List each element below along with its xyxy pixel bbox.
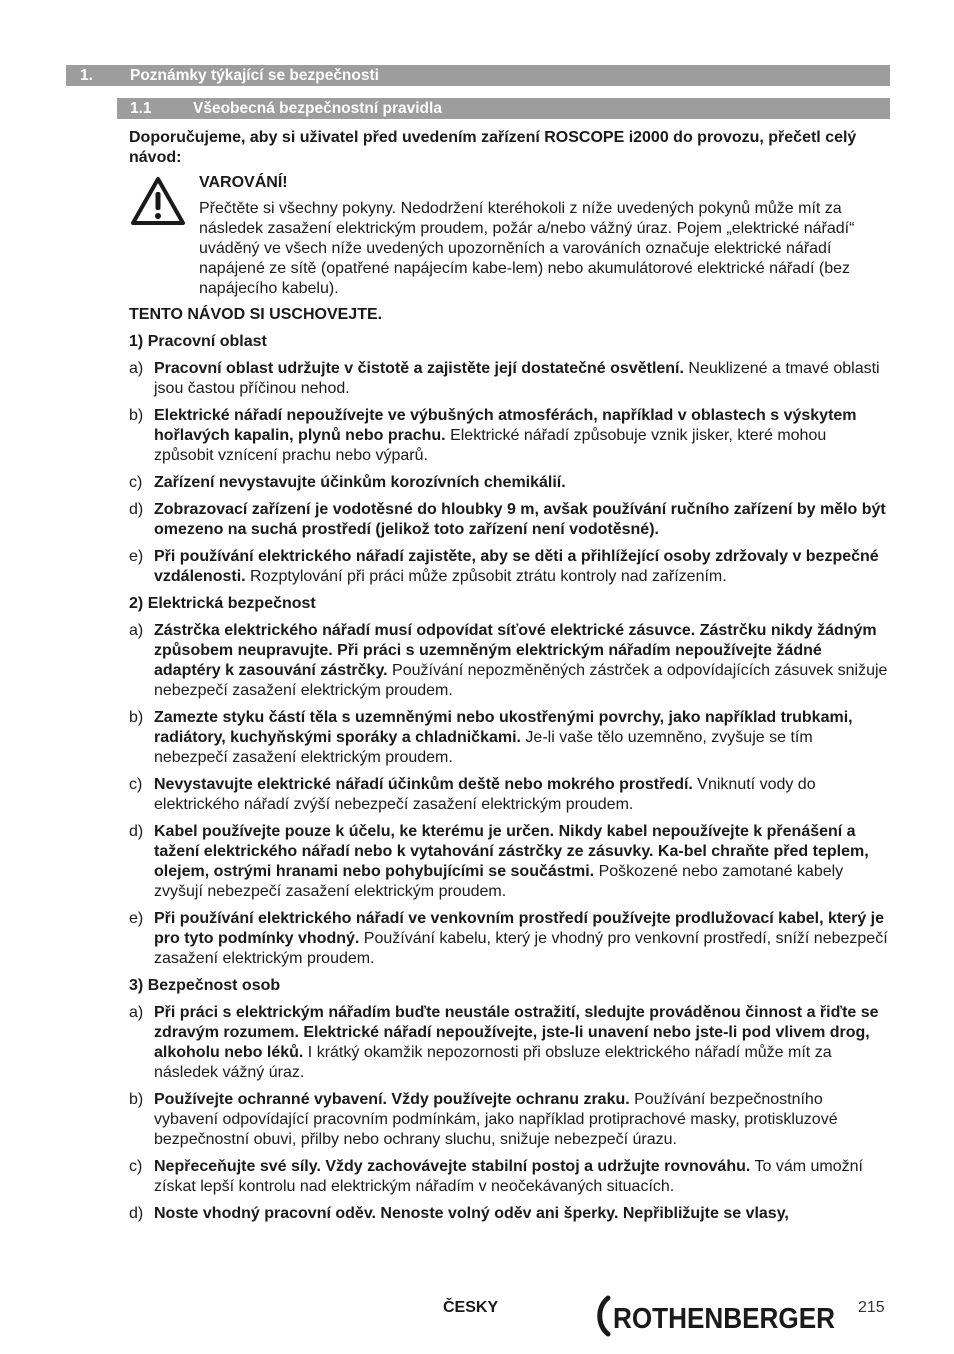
list-item	[129, 547, 889, 587]
list-item-bold-text: Pracovní oblast udržujte v čistotě a zajistěte její dostatečné osvětlení.	[154, 360, 684, 377]
list-item-bold-text: Zobrazovací zařízení je vodotěsné do hloubky 9 m, avšak používání ručního zařízení by mělo být omezeno na suchá prostředí (jelikož toto zařízení není vodotěsné).	[154, 501, 886, 538]
list-item-label: e)	[129, 910, 144, 927]
list-item-label: d)	[129, 823, 144, 840]
list-item-label: a)	[129, 360, 144, 377]
list-item	[129, 775, 889, 815]
page-number: 215	[858, 1299, 885, 1316]
document-body	[129, 128, 889, 1231]
section-label: 2)	[129, 595, 144, 612]
list-item	[129, 1157, 889, 1197]
list-item-label: d)	[129, 501, 144, 518]
list-item-label: d)	[129, 1205, 144, 1222]
section-heading-text: Elektrická bezpečnost	[147, 595, 316, 612]
list-item-bold-text: Elektrické nářadí nepoužívejte ve výbušných atmosférách, například v oblastech s výskytem hořlavých kapalin, plynů nebo prachu.	[154, 407, 857, 444]
list-item-label: b)	[129, 1091, 144, 1108]
list-item-label: b)	[129, 709, 144, 726]
list-item-bold-text: Při práci s elektrickým nářadím buďte neustále ostražití, sledujte prováděnou činnost a řiďte se zdravým rozumem. Elektrické nářadí nepoužívejte, jste-li unavení nebo jste-li pod vlivem drog, alkoholu nebo léků.	[154, 1004, 879, 1061]
subsection-title: Všeobecná bezpečnostní pravidla	[193, 100, 442, 117]
section-title: Poznámky týkající se bezpečnosti	[130, 67, 379, 84]
section-title-1	[129, 332, 889, 352]
list-item-text: Neuklizené a tmavé oblasti jsou častou příčinou nehod.	[154, 360, 880, 397]
list-item	[129, 822, 889, 902]
list-item-label: c)	[129, 776, 143, 793]
section-title-2	[129, 594, 889, 614]
list-item-text: Používání kabelu, který je vhodný pro venkovní prostředí, sníží nebezpečí zasažení elektrickým proudem.	[154, 930, 888, 967]
section-heading-bar	[66, 65, 890, 86]
list-item-text: I krátký okamžik nepozornosti při obsluze elektrického nářadí může mít za následek vážný úraz.	[154, 1044, 832, 1081]
intro-text: Doporučujeme, aby si uživatel před uvedením zařízení ROSCOPE i2000 do provozu, přečetl celý návod:	[129, 129, 857, 166]
list-item-bold-text: Zařízení nevystavujte účinkům korozívních chemikálií.	[154, 474, 566, 491]
section-label: 1)	[129, 333, 144, 350]
list-item-text: Je-li vaše tělo uzemněno, zvyšuje se tím nebezpečí zasažení elektrickým proudem.	[154, 729, 813, 766]
keep-instructions-notice: TENTO NÁVOD SI USCHOVEJTE.	[129, 306, 383, 323]
list-item-bold-text: Nepřeceňujte své síly. Vždy zachovávejte stabilní postoj a udržujte rovnováhu.	[154, 1158, 751, 1175]
list-item-label: a)	[129, 622, 144, 639]
list-item-bold-text: Noste vhodný pracovní oděv. Nenoste volný oděv ani šperky. Nepřibližujte se vlasy,	[154, 1205, 789, 1222]
section-heading-text: Bezpečnost osob	[147, 977, 281, 994]
list-item	[129, 500, 889, 540]
warning-triangle-icon	[129, 173, 199, 299]
section-label: 3)	[129, 977, 144, 994]
list-item-text: Poškozené nebo zamotané kabely zvyšují nebezpečí zasažení elektrickým proudem.	[154, 863, 844, 900]
list-item-text: To vám umožní získat lepší kontrolu nad elektrickým nářadím v neočekávaných situacích.	[154, 1158, 863, 1195]
list-item-label: e)	[129, 548, 144, 565]
list-item	[129, 1003, 889, 1083]
rothenberger-logo	[594, 1295, 838, 1337]
list-item-text: Rozptylování při práci může způsobit ztrátu kontroly nad zařízením.	[245, 568, 727, 585]
list-item-bold-text: Používejte ochranné vybavení. Vždy používejte ochranu zraku.	[154, 1091, 630, 1108]
sections-container	[129, 332, 889, 1224]
list-item-label: c)	[129, 474, 143, 491]
list-item-bold-text: Zástrčka elektrického nářadí musí odpovídat síťové elektrické zásuvce. Zástrčku nikdy žádným způsobem neupravujte. Při práci s uzemněným elektrickým nářadím nepoužívejte žádné adaptéry k zasouvání zástrčky.	[154, 622, 877, 679]
list-item-bold-text: Nevystavujte elektrické nářadí účinkům deště nebo mokrého prostředí.	[154, 776, 693, 793]
list-item-bold-text: Při používání elektrického nářadí zajistěte, aby se děti a přihlížející osoby zdržovaly v bezpečné vzdálenosti.	[154, 548, 879, 585]
list-item	[129, 406, 889, 466]
list-item-label: c)	[129, 1158, 143, 1175]
list-item-label: b)	[129, 407, 144, 424]
subsection-number: 1.1	[130, 100, 152, 117]
brand-text: ROTHENBERGER	[613, 1303, 835, 1335]
list-item-label: a)	[129, 1004, 144, 1021]
list-item	[129, 621, 889, 701]
list-item	[129, 708, 889, 768]
warning-text: Přečtěte si všechny pokyny. Nedodržení kteréhokoli z níže uvedených pokynů může mít za následek zasažení elektrickým proudem, požár a/nebo vážný úraz. Pojem „elektrické nářadí“ uváděný ve všech níže uvedených upozorněních a varováních označuje elektrické nářadí napájené ze sítě (opatřené napájecím kabe-lem) nebo akumulátorové elektrické nářadí (bez napájecího kabelu).	[199, 200, 855, 297]
section-heading-text: Pracovní oblast	[147, 333, 267, 350]
list-item-text: Vniknutí vody do elektrického nářadí zvýší nebezpečí zasažení elektrickým proudem.	[154, 776, 816, 813]
warning-block	[129, 173, 889, 299]
section-title-3	[129, 976, 889, 996]
list-item	[129, 1204, 889, 1224]
warning-title: VAROVÁNÍ!	[199, 174, 288, 191]
list-item-bold-text: Kabel používejte pouze k účelu, ke kterému je určen. Nikdy kabel nepoužívejte k přenášení a tažení elektrického nářadí nebo k vytahování zástrčky ze zásuvky. Ka-bel chraňte před teplem, olejem, ostrými hranami nebo pohybujícími se součástmi.	[154, 823, 869, 880]
list-item-bold-text: Zamezte styku částí těla s uzemněnými nebo ukostřenými povrchy, jako například trubkami, radiátory, kuchyňskými sporáky a chladničkami.	[154, 709, 853, 746]
list-item	[129, 909, 889, 969]
list-item-bold-text: Při používání elektrického nářadí ve venkovním prostředí používejte prodlužovací kabel, který je pro tyto podmínky vhodný.	[154, 910, 885, 947]
footer-language: ČESKY	[443, 1299, 499, 1316]
list-item-text: Elektrické nářadí způsobuje vznik jisker, které mohou způsobit vznícení prachu nebo výparů.	[154, 427, 827, 464]
list-item	[129, 359, 889, 399]
list-item	[129, 1090, 889, 1150]
section-number: 1.	[80, 67, 93, 84]
subsection-heading-bar	[117, 98, 890, 119]
list-item	[129, 473, 889, 493]
list-item-text: Používání nepozměněných zástrček a odpovídajících zásuvek snižuje nebezpečí zasažení elektrickým proudem.	[154, 662, 888, 699]
list-item-text: Používání bezpečnostního vybavení odpovídající pracovním podmínkám, jako například protiprachové masky, protiskluzové bezpečnostní obuvi, přilby nebo ochrany sluchu, snižuje nebezpečí úrazu.	[154, 1091, 838, 1148]
